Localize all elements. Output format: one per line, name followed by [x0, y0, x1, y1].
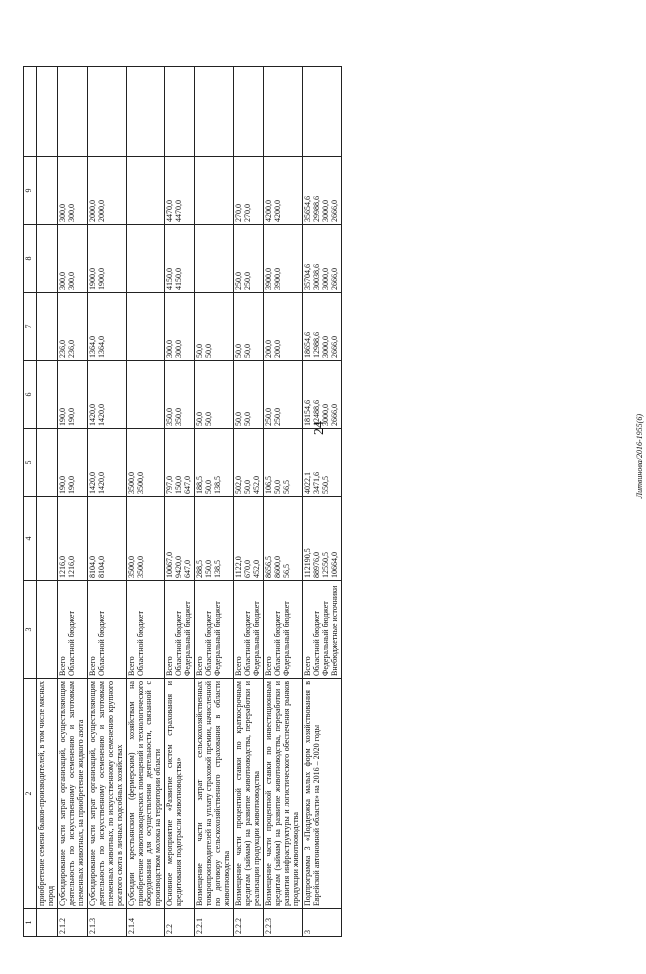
table-row — [195, 67, 234, 937]
value: 112190,5 — [302, 548, 312, 578]
value: 35704,6 — [302, 264, 312, 290]
value: 50,0 — [204, 344, 214, 358]
funding-source: Всего — [263, 656, 273, 676]
value-cell-col7 — [234, 293, 264, 361]
value: 2666,0 — [329, 336, 339, 358]
value: 138,5 — [213, 476, 223, 494]
header-col-9: 9 — [24, 157, 37, 225]
funding-source: Федеральный бюджет — [183, 601, 193, 676]
funding-source: Всего — [57, 656, 67, 676]
row-description: Подпрограмма 3 «Поддержка малых форм хозяйствования в Еврейской автономной области» на 2016 – 2020 годы — [302, 679, 341, 909]
value-cell-col6 — [234, 361, 264, 429]
table-row — [234, 67, 264, 937]
value-cell-col9 — [87, 157, 126, 225]
value: 88976,0 — [311, 552, 321, 578]
funding-source-cell — [234, 581, 264, 679]
value: 300,0 — [66, 204, 76, 222]
header-col-8: 8 — [24, 225, 37, 293]
funding-source: Всего — [126, 656, 136, 676]
header-col-2: 2 — [24, 679, 37, 909]
funding-source: Федеральный бюджет — [213, 601, 223, 676]
value: 9420,0 — [174, 556, 184, 578]
value: 350,0 — [165, 408, 175, 426]
value: 4470,0 — [174, 200, 184, 222]
value-cell-col8 — [302, 225, 341, 293]
value-cell-col5 — [195, 429, 234, 497]
value: 1420,0 — [87, 472, 97, 494]
funding-source: Областной бюджет — [272, 611, 282, 676]
funding-source-cell — [263, 581, 302, 679]
value: 29988,6 — [311, 196, 321, 222]
value: 50,0 — [204, 480, 214, 494]
row-code: 2.2.3 — [263, 909, 302, 937]
value-cell-col7 — [87, 293, 126, 361]
value: 106,5 — [263, 476, 273, 494]
funding-source-cell — [126, 581, 165, 679]
value-cell-col7 — [302, 293, 341, 361]
value: 50,0 — [204, 412, 214, 426]
value: 8656,5 — [263, 556, 273, 578]
value-cell-col4 — [234, 497, 264, 581]
value: 18154,6 — [302, 400, 312, 426]
value: 647,0 — [183, 476, 193, 494]
value: 138,5 — [213, 560, 223, 578]
header-col-spare — [24, 67, 37, 157]
value: 3900,0 — [263, 268, 273, 290]
value: 1122,0 — [234, 556, 244, 578]
value: 3500,0 — [135, 556, 145, 578]
value: 236,0 — [57, 340, 67, 358]
funding-source: Областной бюджет — [204, 611, 214, 676]
row-description: Субсидирование части затрат организаций, осуществляющим деятельность по искусственному осеменению и заготовкам племенных животных, по искусственному осеменению крупного рогатого скота в личных подсобных хозяйствах — [87, 679, 126, 909]
value-cell-col5 — [126, 429, 165, 497]
value: 50,0 — [243, 412, 253, 426]
funding-source: Областной бюджет — [174, 611, 184, 676]
row-description: Возмещение части процентной ставки по краткосрочным кредитам (займам) на развитие животноводства, переработки и реализации продукции животноводства — [234, 679, 264, 909]
value-cell-col5 — [234, 429, 264, 497]
table-row — [263, 67, 302, 937]
row-code: 2.1.3 — [87, 909, 126, 937]
value: 1216,0 — [66, 556, 76, 578]
value: 250,0 — [263, 408, 273, 426]
row-description: Субсидии крестьянским (фермерским) хозяйствам на приобретение животноводческих помещений и технологического оборудования для осуществления деятельности, связанной с производством молока на территории области — [126, 679, 165, 909]
value: 8104,0 — [87, 556, 97, 578]
funding-source-cell — [195, 581, 234, 679]
funding-source-cell — [57, 581, 87, 679]
value-cell-col8 — [165, 225, 195, 293]
header-col-4: 4 — [24, 497, 37, 581]
value: 8600,0 — [272, 556, 282, 578]
value: 200,0 — [263, 340, 273, 358]
table-row — [87, 67, 126, 937]
value: 1364,0 — [96, 336, 106, 358]
funding-source: Федеральный бюджет — [281, 601, 291, 676]
value-cell-col6 — [87, 361, 126, 429]
value: 1900,0 — [96, 268, 106, 290]
funding-source: Всего — [165, 656, 175, 676]
value-cell-col4 — [126, 497, 165, 581]
row-description: Субсидирование части затрат организаций, осуществляющим деятельность по искусственному осеменению и заготовкам племенных животных, на приобретение жидкого азота — [57, 679, 87, 909]
value-cell-col9 — [165, 157, 195, 225]
row-description: Основное мероприятие «Развитие систем страхования и кредитования подотрасли животноводства» — [165, 679, 195, 909]
page-number: 24 — [312, 421, 327, 435]
value: 190,0 — [66, 408, 76, 426]
value: 12550,5 — [320, 552, 330, 578]
value: 2666,0 — [329, 268, 339, 290]
value: 3500,0 — [126, 472, 136, 494]
value-cell-col9 — [234, 157, 264, 225]
value-cell-col8 — [263, 225, 302, 293]
value: 30038,6 — [311, 264, 321, 290]
value: 250,0 — [234, 272, 244, 290]
row-code: 2.2.1 — [195, 909, 234, 937]
row-code — [37, 909, 58, 937]
value: 4200,0 — [272, 200, 282, 222]
value-cell-col4 — [195, 497, 234, 581]
value: 188,5 — [195, 476, 205, 494]
value: 50,0 — [234, 412, 244, 426]
value: 8104,0 — [96, 556, 106, 578]
value-cell-col7 — [263, 293, 302, 361]
value: 250,0 — [272, 408, 282, 426]
value: 50,0 — [195, 412, 205, 426]
value: 550,5 — [320, 476, 330, 494]
funding-source: Всего — [87, 656, 97, 676]
value: 10067,0 — [165, 552, 175, 578]
table-row — [302, 67, 341, 937]
value-cell-col4 — [263, 497, 302, 581]
row-code: 2.1.2 — [57, 909, 87, 937]
value: 270,0 — [243, 204, 253, 222]
funding-source: Всего — [195, 656, 205, 676]
value-cell-col6 — [57, 361, 87, 429]
value: 4200,0 — [263, 200, 273, 222]
value-cell-col9 — [302, 157, 341, 225]
value: 190,0 — [57, 476, 67, 494]
value-cell-col7 — [195, 293, 234, 361]
value-cell-col6 — [263, 361, 302, 429]
value: 10664,0 — [329, 552, 339, 578]
funding-source: Федеральный бюджет — [320, 601, 330, 676]
value: 12988,6 — [311, 332, 321, 358]
header-col-5: 5 — [24, 429, 37, 497]
value: 797,0 — [165, 476, 175, 494]
value: 1900,0 — [87, 268, 97, 290]
value-cell-col6 — [195, 361, 234, 429]
value-cell-col4 — [302, 497, 341, 581]
table-row — [126, 67, 165, 937]
value: 2000,0 — [87, 200, 97, 222]
value: 502,0 — [234, 476, 244, 494]
value: 3471,6 — [311, 472, 321, 494]
value-cell-col7 — [57, 293, 87, 361]
value: 4022,1 — [302, 472, 312, 494]
value: 300,0 — [57, 204, 67, 222]
funding-source: Федеральный бюджет — [251, 601, 261, 676]
value-cell-col4 — [57, 497, 87, 581]
value: 236,0 — [66, 340, 76, 358]
value-cell-col4 — [87, 497, 126, 581]
funding-source: Областной бюджет — [243, 611, 253, 676]
value-cell-col7 — [126, 293, 165, 361]
value: 350,0 — [174, 408, 184, 426]
value: 150,0 — [174, 476, 184, 494]
funding-source: Всего — [302, 656, 312, 676]
header-col-1: 1 — [24, 909, 37, 937]
header-col-3: 3 — [24, 581, 37, 679]
value: 1420,0 — [96, 404, 106, 426]
value: 18654,6 — [302, 332, 312, 358]
value: 3000,0 — [320, 336, 330, 358]
funding-source: Всего — [234, 656, 244, 676]
funding-source: Областной бюджет — [135, 611, 145, 676]
value: 4150,0 — [174, 268, 184, 290]
value: 3000,0 — [320, 404, 330, 426]
value: 3900,0 — [272, 268, 282, 290]
value: 150,0 — [204, 560, 214, 578]
value: 300,0 — [66, 272, 76, 290]
header-row — [24, 67, 37, 937]
value: 3000,0 — [320, 200, 330, 222]
value: 3500,0 — [135, 472, 145, 494]
value: 250,0 — [243, 272, 253, 290]
value-cell-col8 — [87, 225, 126, 293]
value-cell-col5 — [302, 429, 341, 497]
value-cell-col5 — [165, 429, 195, 497]
header-col-7: 7 — [24, 293, 37, 361]
row-code: 3 — [302, 909, 341, 937]
value-cell-col9 — [263, 157, 302, 225]
value: 50,0 — [234, 344, 244, 358]
budget-table — [23, 66, 342, 937]
funding-source: Областной бюджет — [311, 611, 321, 676]
value: 2666,0 — [329, 404, 339, 426]
value: 50,0 — [243, 480, 253, 494]
funding-source-cell — [302, 581, 341, 679]
value-cell-col6 — [126, 361, 165, 429]
value: 270,0 — [234, 204, 244, 222]
value: 56,5 — [281, 564, 291, 578]
value: 3500,0 — [126, 556, 136, 578]
value-cell-col4 — [165, 497, 195, 581]
value: 190,0 — [66, 476, 76, 494]
value-cell-col7 — [165, 293, 195, 361]
row-description: Возмещение части процентной ставки по инвестиционным кредитам (займам) на развитие животноводства, переработки и развития инфраструктуры и логистического обеспечения рынков продукции животноводства — [263, 679, 302, 909]
value-cell-col5 — [57, 429, 87, 497]
value: 3000,0 — [320, 268, 330, 290]
value-cell-col9 — [57, 157, 87, 225]
row-code: 2.1.4 — [126, 909, 165, 937]
value: 190,0 — [57, 408, 67, 426]
value: 2000,0 — [96, 200, 106, 222]
value: 50,0 — [195, 344, 205, 358]
value: 1420,0 — [87, 404, 97, 426]
value: 452,0 — [251, 560, 261, 578]
row-description: приобретение семени быков-производителей, в том числе мясных пород — [37, 679, 58, 909]
value: 56,5 — [281, 480, 291, 494]
value: 4150,0 — [165, 268, 175, 290]
value: 452,0 — [251, 476, 261, 494]
value-cell-col9 — [195, 157, 234, 225]
table-row — [37, 67, 58, 937]
value-cell-col5 — [263, 429, 302, 497]
value-cell-col8 — [195, 225, 234, 293]
row-description: Возмещение части затрат сельскохозяйственных товаропроизводителей на уплату страховой премии, начисленной по договору сельскохозяйственного страхования в области животноводства — [195, 679, 234, 909]
value: 12488,6 — [311, 400, 321, 426]
funding-source-cell — [165, 581, 195, 679]
value-cell-col8 — [234, 225, 264, 293]
funding-source: Внебюджетные источники — [329, 585, 339, 676]
value-cell-col6 — [302, 361, 341, 429]
value: 35654,6 — [302, 196, 312, 222]
value: 50,0 — [243, 344, 253, 358]
value: 300,0 — [165, 340, 175, 358]
value: 200,0 — [272, 340, 282, 358]
rotated-table-sheet — [23, 67, 607, 937]
value-cell-col5 — [87, 429, 126, 497]
row-code: 2.2.2 — [234, 909, 264, 937]
value-cell-col8 — [57, 225, 87, 293]
value-cell-col9 — [126, 157, 165, 225]
funding-source-cell — [87, 581, 126, 679]
value: 1420,0 — [96, 472, 106, 494]
value: 647,0 — [183, 560, 193, 578]
value-cell-col8 — [126, 225, 165, 293]
value: 670,0 — [243, 560, 253, 578]
value: 300,0 — [174, 340, 184, 358]
value: 2666,0 — [329, 200, 339, 222]
row-code: 2.2 — [165, 909, 195, 937]
funding-source: Областной бюджет — [96, 611, 106, 676]
table-row — [165, 67, 195, 937]
value-cell-col6 — [165, 361, 195, 429]
table-row — [57, 67, 87, 937]
funding-source: Областной бюджет — [66, 611, 76, 676]
header-col-6: 6 — [24, 361, 37, 429]
document-id: Литвинова/2016-1955(6) — [635, 414, 644, 499]
value: 1364,0 — [87, 336, 97, 358]
value: 288,5 — [195, 560, 205, 578]
value: 50,0 — [272, 480, 282, 494]
value: 300,0 — [57, 272, 67, 290]
value: 1216,0 — [57, 556, 67, 578]
value: 4470,0 — [165, 200, 175, 222]
